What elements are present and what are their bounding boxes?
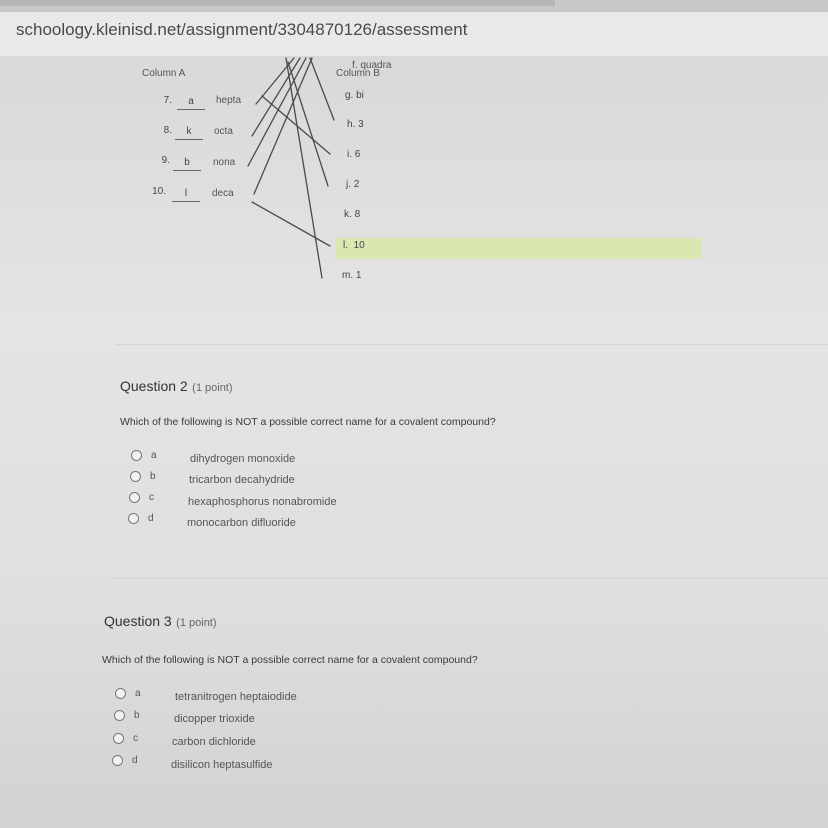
item-letter: k. (344, 209, 352, 220)
option-letter: d (148, 513, 154, 524)
url-text: schoology.kleinisd.net/assignment/3304870126/assessment (16, 20, 468, 39)
option-text[interactable]: hexaphosphorus nonabromide (188, 496, 337, 508)
option-letter: d (132, 755, 138, 766)
option-letter: b (134, 710, 140, 721)
question-points: (1 point) (192, 382, 233, 394)
question-header (104, 613, 217, 631)
item-value: 6 (354, 149, 361, 160)
question-header (120, 378, 233, 396)
matching-lines-drawing (0, 56, 828, 316)
answer-blank[interactable]: k (175, 126, 203, 140)
answer-blank[interactable]: l (172, 188, 200, 202)
option-text[interactable]: tetranitrogen heptaiodide (175, 691, 297, 703)
option-text[interactable]: dihydrogen monoxide (190, 453, 296, 465)
item-letter: l. (343, 240, 348, 251)
row-number: 10. (152, 186, 166, 197)
item-letter: j. (346, 179, 351, 190)
option-letter: a (135, 688, 141, 699)
answer-blank[interactable]: a (177, 96, 205, 110)
option-text[interactable]: dicopper trioxide (174, 713, 255, 725)
row-number: 8. (163, 125, 172, 136)
address-bar[interactable] (0, 12, 828, 57)
option-letter: a (151, 450, 157, 461)
option-letter: c (133, 733, 138, 744)
item-letter: h. (347, 119, 356, 130)
radio-option-c[interactable] (129, 492, 140, 503)
row-number: 7. (163, 95, 172, 106)
item-letter: i. (347, 149, 352, 160)
prefix-word: hepta (216, 95, 242, 106)
item-value: bi (356, 90, 364, 101)
item-value: 2 (353, 179, 360, 190)
radio-option-d[interactable] (112, 755, 123, 766)
option-letter: b (150, 471, 156, 482)
item-value: 1 (355, 270, 362, 281)
radio-option-b[interactable] (114, 710, 125, 721)
tab-strip (0, 0, 555, 6)
question-title: Question 2 (120, 378, 188, 394)
column-b-partial-item: f. quadra (352, 60, 392, 71)
item-value: 3 (358, 119, 364, 130)
option-text[interactable]: monocarbon difluoride (187, 517, 296, 529)
option-text[interactable]: disilicon heptasulfide (171, 759, 273, 771)
option-letter: c (149, 492, 154, 503)
option-text[interactable]: carbon dichloride (172, 736, 256, 748)
column-b-header: Column B (336, 68, 380, 79)
column-a-header: Column A (142, 68, 186, 79)
question-text: Which of the following is NOT a possible correct name for a covalent compound? (120, 416, 496, 428)
section-divider (110, 578, 828, 579)
radio-option-c[interactable] (113, 733, 124, 744)
browser-top-strip (0, 0, 828, 12)
radio-option-b[interactable] (130, 471, 141, 482)
prefix-word: octa (214, 126, 233, 137)
item-value: 10 (353, 240, 365, 251)
answer-blank[interactable]: b (173, 157, 201, 171)
row-number: 9. (161, 155, 170, 166)
question-text: Which of the following is NOT a possible correct name for a covalent compound? (102, 654, 478, 666)
question-points: (1 point) (176, 617, 217, 629)
prefix-word: deca (212, 188, 234, 199)
item-letter: m. (342, 270, 354, 281)
item-value: 8 (354, 209, 361, 220)
item-letter: g. (345, 90, 354, 101)
section-divider (116, 344, 828, 345)
radio-option-d[interactable] (128, 513, 139, 524)
radio-option-a[interactable] (115, 688, 126, 699)
question-title: Question 3 (104, 613, 172, 629)
prefix-word: nona (213, 157, 236, 168)
radio-option-a[interactable] (131, 450, 142, 461)
assessment-page (0, 56, 828, 828)
option-text[interactable]: tricarbon decahydride (189, 474, 295, 486)
